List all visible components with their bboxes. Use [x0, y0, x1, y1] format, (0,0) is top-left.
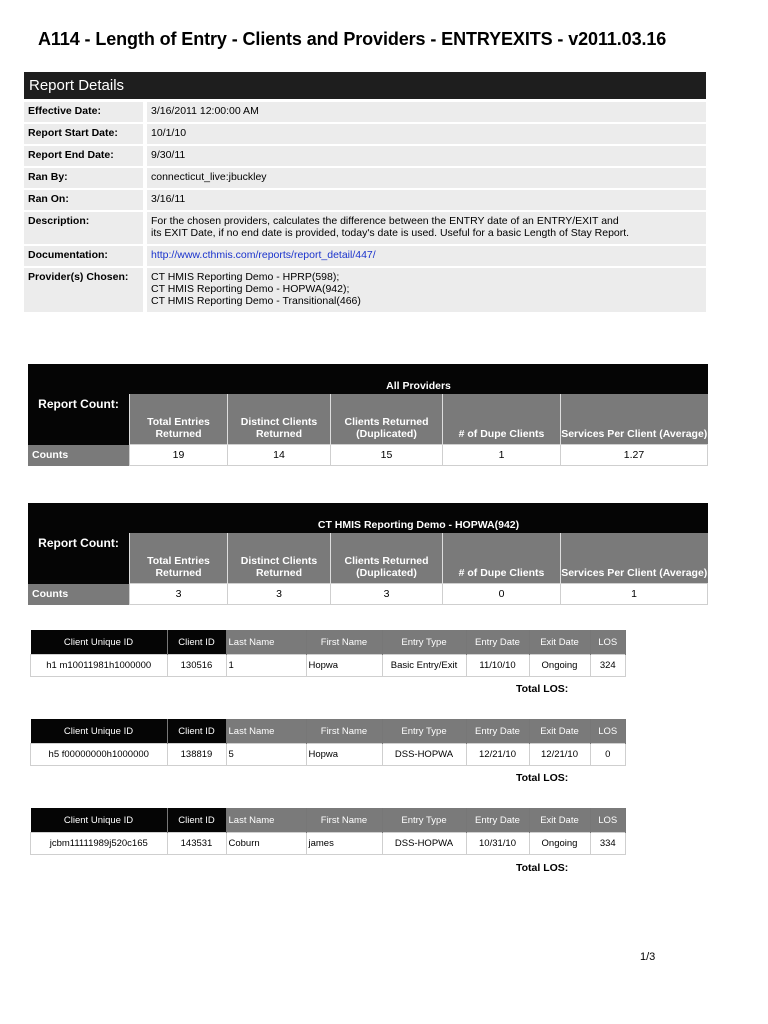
client-detail-table — [30, 808, 626, 855]
header-entry-type: Entry Type — [382, 630, 466, 655]
count-cell: 1 — [443, 445, 561, 466]
total-los-label: Total LOS: — [516, 862, 569, 874]
header-last-name: Last Name — [226, 719, 306, 744]
detail-value — [147, 268, 706, 312]
cell-first-name: james — [306, 833, 382, 855]
header-entry-type: Entry Type — [382, 808, 466, 833]
col-clients-returned: Clients Returned (Duplicated) — [331, 394, 443, 445]
header-los: LOS — [590, 630, 626, 655]
header-entry-type: Entry Type — [382, 719, 466, 744]
detail-value: 9/30/11 — [147, 146, 706, 166]
detail-label: Description: — [24, 212, 147, 244]
description-line: its EXIT Date, if no end date is provided, today's date is used. Useful for a basic Length of Stay Report. — [151, 227, 630, 239]
documentation-link[interactable]: http://www.cthmis.com/reports/report_detail/447/ — [151, 249, 376, 261]
header-client-unique-id: Client Unique ID — [31, 630, 168, 655]
col-distinct-clients: Distinct Clients Returned — [228, 394, 331, 445]
cell-last-name: Coburn — [226, 833, 306, 855]
cell-client-unique-id: h1 m10011981h1000000 — [31, 655, 168, 677]
counts-label: Counts — [28, 584, 130, 605]
detail-label: Effective Date: — [24, 102, 147, 122]
report-title: A114 - Length of Entry - Clients and Providers - ENTRYEXITS - v2011.03.16 — [38, 29, 667, 49]
total-los-label: Total LOS: — [516, 772, 569, 784]
header-los: LOS — [590, 808, 626, 833]
detail-row — [24, 268, 706, 312]
cell-client-id: 138819 — [167, 744, 226, 766]
header-first-name: First Name — [306, 808, 382, 833]
count-cell: 15 — [331, 445, 443, 466]
group-header: All Providers — [130, 364, 708, 394]
detail-value — [147, 212, 706, 244]
report-details-table — [24, 100, 706, 314]
cell-entry-date: 11/10/10 — [466, 655, 529, 677]
count-cell: 1 — [561, 584, 708, 605]
summary-hopwa-table — [28, 503, 708, 605]
header-client-id: Client ID — [167, 808, 226, 833]
header-entry-date: Entry Date — [466, 719, 529, 744]
detail-label: Provider(s) Chosen: — [24, 268, 147, 312]
detail-label: Report End Date: — [24, 146, 147, 166]
header-last-name: Last Name — [226, 808, 306, 833]
detail-row — [24, 146, 706, 166]
provider-line: CT HMIS Reporting Demo - Transitional(466) — [151, 295, 361, 307]
detail-row — [24, 246, 706, 266]
header-first-name: First Name — [306, 719, 382, 744]
cell-los: 334 — [590, 833, 626, 855]
col-total-entries: Total Entries Returned — [130, 533, 228, 584]
cell-client-id: 143531 — [167, 833, 226, 855]
header-entry-date: Entry Date — [466, 630, 529, 655]
group-header: CT HMIS Reporting Demo - HOPWA(942) — [130, 503, 708, 533]
col-dupe-clients: # of Dupe Clients — [443, 394, 561, 445]
col-services-per-client: Services Per Client (Average) — [561, 533, 708, 584]
client-detail-table — [30, 630, 626, 677]
count-cell: 19 — [130, 445, 228, 466]
total-los-label: Total LOS: — [516, 683, 569, 695]
detail-row — [24, 102, 706, 122]
detail-row — [24, 190, 706, 210]
header-client-unique-id: Client Unique ID — [31, 719, 168, 744]
provider-line: CT HMIS Reporting Demo - HPRP(598); — [151, 271, 340, 283]
detail-value — [147, 246, 706, 266]
cell-last-name: 1 — [226, 655, 306, 677]
provider-line: CT HMIS Reporting Demo - HOPWA(942); — [151, 283, 350, 295]
summary-all-providers-table — [28, 364, 708, 466]
detail-label: Ran By: — [24, 168, 147, 188]
cell-client-id: 130516 — [167, 655, 226, 677]
cell-exit-date: Ongoing — [529, 833, 590, 855]
cell-los: 324 — [590, 655, 626, 677]
header-client-unique-id: Client Unique ID — [31, 808, 168, 833]
header-exit-date: Exit Date — [529, 719, 590, 744]
header-exit-date: Exit Date — [529, 630, 590, 655]
report-count-label: Report Count: — [28, 364, 130, 445]
cell-los: 0 — [590, 744, 626, 766]
cell-first-name: Hopwa — [306, 655, 382, 677]
cell-entry-type: DSS-HOPWA — [382, 744, 466, 766]
counts-label: Counts — [28, 445, 130, 466]
header-los: LOS — [590, 719, 626, 744]
count-cell: 14 — [228, 445, 331, 466]
header-client-id: Client ID — [167, 630, 226, 655]
cell-entry-date: 12/21/10 — [466, 744, 529, 766]
detail-value: 10/1/10 — [147, 124, 706, 144]
header-entry-date: Entry Date — [466, 808, 529, 833]
page-number: 1/3 — [640, 951, 656, 963]
cell-entry-date: 10/31/10 — [466, 833, 529, 855]
header-client-id: Client ID — [167, 719, 226, 744]
cell-exit-date: 12/21/10 — [529, 744, 590, 766]
detail-value: 3/16/2011 12:00:00 AM — [147, 102, 706, 122]
detail-row — [24, 168, 706, 188]
detail-label: Ran On: — [24, 190, 147, 210]
detail-row — [24, 124, 706, 144]
header-last-name: Last Name — [226, 630, 306, 655]
cell-exit-date: Ongoing — [529, 655, 590, 677]
table-row — [31, 744, 626, 766]
col-services-per-client: Services Per Client (Average) — [561, 394, 708, 445]
col-total-entries: Total Entries Returned — [130, 394, 228, 445]
count-cell: 3 — [331, 584, 443, 605]
cell-entry-type: DSS-HOPWA — [382, 833, 466, 855]
cell-client-unique-id: jcbm11111989j520c165 — [31, 833, 168, 855]
count-cell: 3 — [228, 584, 331, 605]
count-cell: 0 — [443, 584, 561, 605]
col-dupe-clients: # of Dupe Clients — [443, 533, 561, 584]
cell-last-name: 5 — [226, 744, 306, 766]
description-line: For the chosen providers, calculates the difference between the ENTRY date of an ENTRY/EXIT and — [151, 215, 619, 227]
col-distinct-clients: Distinct Clients Returned — [228, 533, 331, 584]
client-detail-table — [30, 719, 626, 766]
cell-first-name: Hopwa — [306, 744, 382, 766]
header-exit-date: Exit Date — [529, 808, 590, 833]
cell-client-unique-id: h5 f00000000h1000000 — [31, 744, 168, 766]
detail-value: connecticut_live:jbuckley — [147, 168, 706, 188]
table-row — [31, 833, 626, 855]
report-count-label: Report Count: — [28, 503, 130, 584]
detail-label: Report Start Date: — [24, 124, 147, 144]
header-first-name: First Name — [306, 630, 382, 655]
detail-label: Documentation: — [24, 246, 147, 266]
report-details-header: Report Details — [24, 72, 706, 99]
col-clients-returned: Clients Returned (Duplicated) — [331, 533, 443, 584]
detail-value: 3/16/11 — [147, 190, 706, 210]
count-cell: 1.27 — [561, 445, 708, 466]
cell-entry-type: Basic Entry/Exit — [382, 655, 466, 677]
table-row — [31, 655, 626, 677]
detail-row — [24, 212, 706, 244]
count-cell: 3 — [130, 584, 228, 605]
